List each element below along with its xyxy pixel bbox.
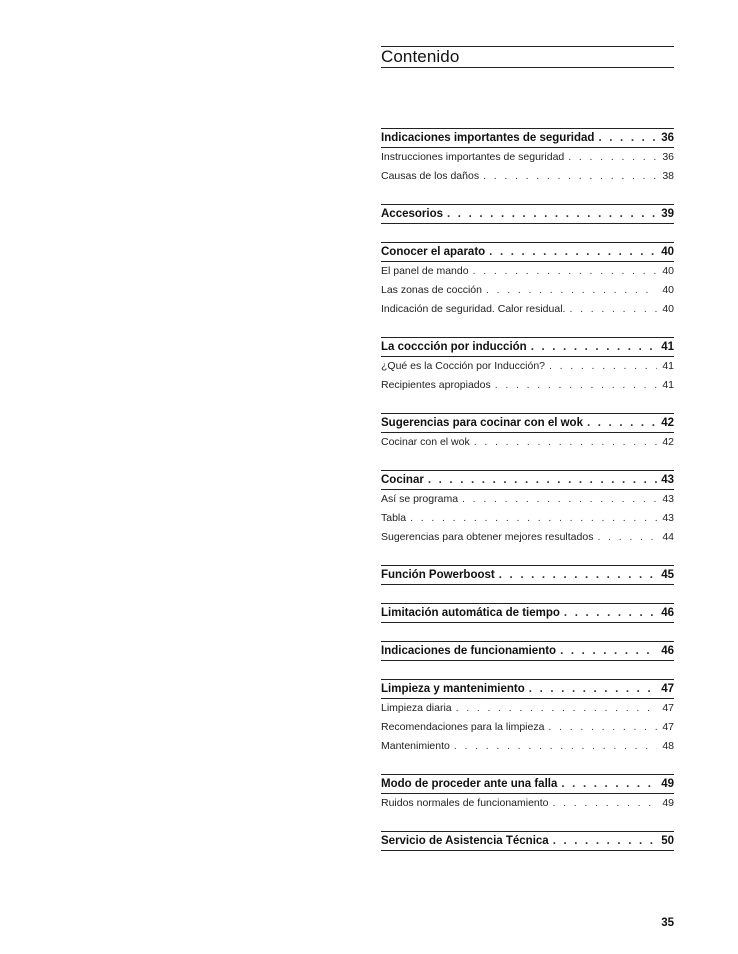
toc-entry-page: 41 (662, 379, 674, 391)
toc-section (381, 603, 674, 623)
toc-entry[interactable] (381, 376, 674, 395)
toc-sections (381, 128, 674, 869)
toc-leader-dots (473, 262, 657, 281)
toc-entry-page: 43 (662, 493, 674, 505)
page-title: Contenido (381, 47, 460, 66)
toc-entry-label: Tabla (381, 512, 407, 524)
toc-section-heading[interactable] (381, 604, 674, 623)
toc-leader-dots (462, 490, 657, 509)
toc-heading-label: Sugerencias para cocinar con el wok (381, 417, 583, 429)
toc-entry-page: 40 (662, 303, 674, 315)
toc-section-heading[interactable] (381, 832, 674, 851)
toc-leader-dots (553, 794, 657, 813)
toc-heading-label: Limitación automática de tiempo (381, 607, 560, 619)
toc-leader-dots (489, 243, 657, 261)
toc-entry-page: 43 (662, 512, 674, 524)
toc-entry-page: 48 (662, 740, 674, 752)
toc-entry-page: 38 (662, 170, 674, 182)
toc-entry[interactable] (381, 737, 674, 756)
toc-entry-page: 47 (662, 702, 674, 714)
toc-leader-dots (561, 775, 657, 793)
toc-heading-page: 45 (661, 569, 674, 581)
toc-leader-dots (474, 433, 657, 452)
toc-leader-dots (486, 281, 657, 300)
toc-leader-dots (529, 680, 657, 698)
toc-entry-label: Mantenimiento (381, 740, 450, 752)
toc-entry-page: 40 (662, 265, 674, 277)
toc-entry-label: Indicación de seguridad. Calor residual. (381, 303, 566, 315)
toc-section-heading[interactable] (381, 566, 674, 585)
toc-leader-dots (569, 300, 657, 319)
toc-entry[interactable] (381, 718, 674, 737)
toc-leader-dots (456, 699, 657, 718)
toc-section-heading[interactable] (381, 642, 674, 661)
toc-entry-label: Instrucciones importantes de seguridad (381, 151, 565, 163)
toc-leader-dots (499, 566, 657, 584)
toc-entry[interactable] (381, 509, 674, 528)
toc-entry[interactable] (381, 794, 674, 813)
toc-leader-dots (548, 718, 657, 737)
page-number: 35 (661, 917, 674, 929)
toc-heading-label: Limpieza y mantenimiento (381, 683, 525, 695)
toc-section-heading[interactable] (381, 680, 674, 699)
toc-entry-page: 40 (662, 284, 674, 296)
toc-leader-dots (428, 471, 657, 489)
toc-section (381, 679, 674, 756)
toc-entry[interactable] (381, 357, 674, 376)
toc-entry[interactable] (381, 433, 674, 452)
toc-leader-dots (553, 832, 657, 850)
toc-entry[interactable] (381, 148, 674, 167)
toc-entry[interactable] (381, 300, 674, 319)
toc-entry-page: 44 (662, 531, 674, 543)
toc-section-heading[interactable] (381, 775, 674, 794)
toc-leader-dots (454, 737, 657, 756)
toc-heading-page: 43 (661, 474, 674, 486)
toc-entry-label: Recomendaciones para la limpieza (381, 721, 545, 733)
toc-entry[interactable] (381, 528, 674, 547)
toc-entry[interactable] (381, 281, 674, 300)
toc-section-heading[interactable] (381, 414, 674, 433)
toc-heading-page: 49 (661, 778, 674, 790)
toc-leader-dots (531, 338, 657, 356)
toc-section (381, 470, 674, 547)
toc-heading-page: 46 (661, 607, 674, 619)
toc-heading-page: 36 (661, 132, 674, 144)
toc-section (381, 641, 674, 661)
toc-section (381, 204, 674, 224)
toc-heading-label: Accesorios (381, 208, 444, 220)
toc-heading-label: Cocinar (381, 474, 424, 486)
toc-section-heading[interactable] (381, 338, 674, 357)
toc-heading-page: 42 (661, 417, 674, 429)
toc-entry-label: Limpieza diaria (381, 702, 452, 714)
toc-heading-page: 46 (661, 645, 674, 657)
toc-section (381, 774, 674, 813)
toc-leader-dots (549, 357, 657, 376)
toc-heading-page: 40 (661, 246, 674, 258)
toc-leader-dots (598, 129, 657, 147)
toc-section-heading[interactable] (381, 129, 674, 148)
toc-entry[interactable] (381, 490, 674, 509)
toc-entry-page: 49 (662, 797, 674, 809)
toc-heading-label: Indicaciones de funcionamiento (381, 645, 557, 657)
toc-entry-label: Cocinar con el wok (381, 436, 470, 448)
title-block (381, 46, 674, 68)
toc-heading-label: Indicaciones importantes de seguridad (381, 132, 595, 144)
toc-entry-label: Sugerencias para obtener mejores resultados (381, 531, 594, 543)
toc-section-heading[interactable] (381, 471, 674, 490)
toc-section (381, 831, 674, 851)
toc-leader-dots (410, 509, 657, 528)
toc-entry-page: 41 (662, 360, 674, 372)
toc-heading-page: 41 (661, 341, 674, 353)
toc-leader-dots (597, 528, 657, 547)
toc-leader-dots (587, 414, 657, 432)
toc-entry-label: Ruidos normales de funcionamiento (381, 797, 549, 809)
toc-section-heading[interactable] (381, 243, 674, 262)
toc-section (381, 242, 674, 319)
toc-entry-label: Recipientes apropiados (381, 379, 491, 391)
toc-entry[interactable] (381, 262, 674, 281)
toc-leader-dots (495, 376, 657, 395)
toc-entry[interactable] (381, 167, 674, 186)
toc-heading-page: 50 (661, 835, 674, 847)
toc-heading-label: Función Powerboost (381, 569, 495, 581)
toc-entry-label: ¿Qué es la Cocción por Inducción? (381, 360, 546, 372)
toc-entry-page: 42 (662, 436, 674, 448)
toc-leader-dots (483, 167, 657, 186)
toc-heading-page: 39 (661, 208, 674, 220)
toc-leader-dots (564, 604, 657, 622)
table-of-contents (381, 46, 674, 847)
toc-entry-page: 36 (662, 151, 674, 163)
toc-heading-label: Servicio de Asistencia Técnica (381, 835, 549, 847)
toc-section-heading[interactable] (381, 205, 674, 224)
toc-entry[interactable] (381, 699, 674, 718)
toc-leader-dots (447, 205, 657, 223)
toc-entry-label: Causas de los daños (381, 170, 480, 182)
toc-entry-label: Así se programa (381, 493, 459, 505)
toc-entry-page: 47 (662, 721, 674, 733)
toc-section (381, 337, 674, 395)
toc-section (381, 128, 674, 186)
toc-leader-dots (568, 148, 657, 167)
toc-section (381, 565, 674, 585)
toc-section (381, 413, 674, 452)
toc-heading-label: La coccción por inducción (381, 341, 527, 353)
toc-heading-label: Conocer el aparato (381, 246, 486, 258)
toc-entry-label: El panel de mando (381, 265, 469, 277)
toc-heading-page: 47 (661, 683, 674, 695)
toc-leader-dots (560, 642, 657, 660)
toc-entry-label: Las zonas de cocción (381, 284, 482, 296)
toc-heading-label: Modo de proceder ante una falla (381, 778, 558, 790)
